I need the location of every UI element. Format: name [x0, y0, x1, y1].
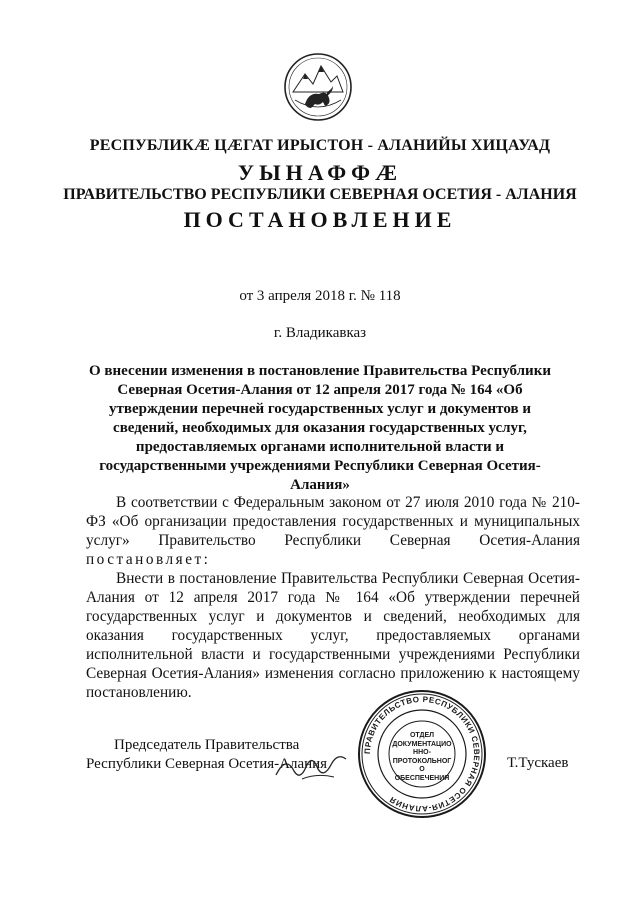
document-title: О внесении изменения в постановление Правительства Республики Северная Осетия-Алания от 12 апреля 2017 года № 164 «Об утверждении перечней государственных услуг и документов и сведений, необходимых для оказания государственных услуг, предоставляемых органами исполнительной власти и государственными учреждениями Республики Северная Осетия-Алания»	[89, 363, 551, 493]
handwritten-signature	[272, 745, 352, 785]
paragraph-1-text: В соответствии с Федеральным законом от 27 июля 2010 года № 210-ФЗ «Об организации предоставления государственных и муниципальных услуг» Правительство Республики Северная Осетия-Алания	[86, 494, 580, 549]
position-line-1: Председатель Правительства	[114, 737, 300, 753]
document-city: г. Владикавказ	[273, 325, 367, 341]
stamp-inner-text: ОТДЕЛ ДОКУМЕНТАЦИОННО-ПРОТОКОЛЬНОГО ОБЕСПЕЧЕНИЯ	[392, 732, 452, 782]
official-stamp	[356, 688, 488, 820]
header-ossetian-resolution: УЫНАФФÆ	[237, 160, 403, 185]
paragraph-1	[86, 493, 580, 569]
coat-of-arms-emblem	[283, 52, 353, 122]
document-date: от 3 апреля 2018 г. № 118	[239, 288, 401, 304]
header-resolution: ПОСТАНОВЛЕНИЕ	[183, 207, 457, 232]
paragraph-2: Внести в постановление Правительства Республики Северная Осетия-Алания от 12 апреля 2017 года № 164 «Об утверждении перечней государственных услуг и документов и сведений, необходимых для оказания государственных услуг, предоставляемых органами исполнительной власти и государственными учреждениями Республики Северная Осетия-Алания» изменения согласно приложению к настоящему постановлению.	[86, 570, 580, 701]
document-body	[86, 493, 580, 702]
header-government-name: ПРАВИТЕЛЬСТВО РЕСПУБЛИКИ СЕВЕРНАЯ ОСЕТИЯ - АЛАНИЯ	[63, 186, 577, 203]
position-line-2: Республики Северная Осетия-Алания	[86, 756, 328, 772]
header-ossetian-government: РЕСПУБЛИКÆ ЦÆГАТ ИРЫСТОН - АЛАНИЙЫ ХИЦАУАД	[89, 137, 551, 154]
stamp-outer-text: ПРАВИТЕЛЬСТВО РЕСПУБЛИКИ СЕВЕРНАЯ ОСЕТИЯ-АЛАНИЯ	[362, 694, 482, 814]
resolves-word: постановляет:	[86, 551, 211, 568]
signer-name: Т.Тускаев	[507, 755, 569, 771]
